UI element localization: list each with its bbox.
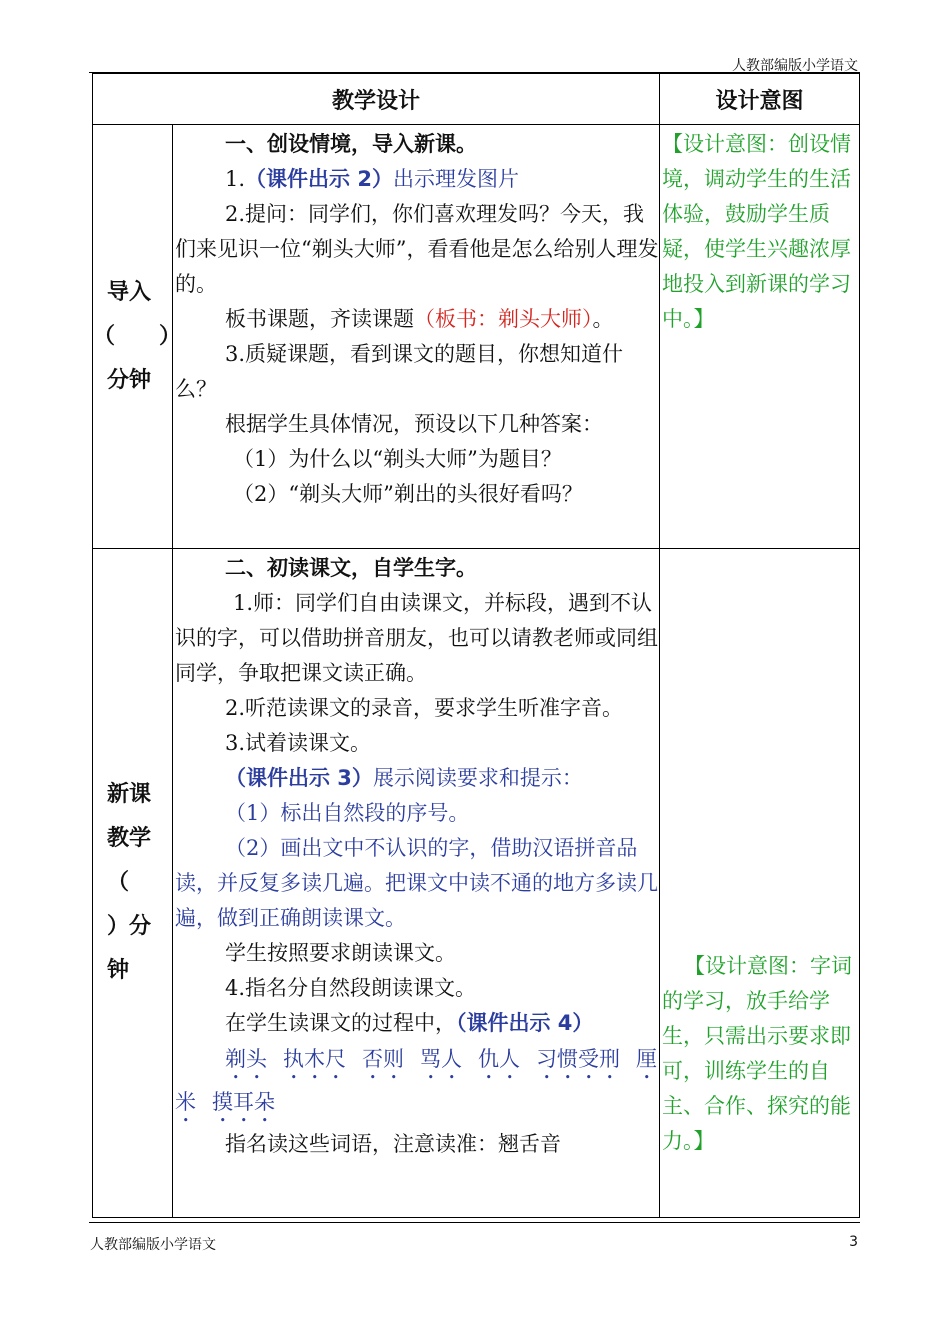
section-intro [93, 125, 860, 549]
stage-cell-intro [93, 125, 182, 549]
paragraph [175, 761, 659, 796]
stage-line: ）分钟 [107, 914, 152, 983]
question-item: （2）“剃头大师”剃出的头很好看吗？ [233, 482, 583, 506]
para-text: 在学生读课文的过程中， [225, 1011, 456, 1035]
stage-line: 教学 [107, 826, 152, 851]
courseware-tag: （课件出示 3） [225, 766, 373, 790]
para-end: 。 [592, 307, 614, 331]
paragraph: 1.师：同学们自由读课文，并标段，遇到不认识的字，可以借助拼音朋友，也可以请教老师或同组同学，争取把课文读正确。 [175, 591, 658, 685]
header-text: 人教部编版小学语文 [732, 58, 858, 74]
section-heading: 二、初读课文，自学生字。 [225, 556, 477, 580]
section-heading: 一、创设情境，导入新课。 [225, 132, 477, 156]
stage-line: 新课 [107, 782, 152, 807]
col-header-design: 教学设计 [93, 74, 660, 125]
vocab-word: 骂人 [420, 1047, 462, 1071]
section-new-lesson [93, 549, 860, 1218]
requirement-item: （1）标出自然段的序号。 [225, 801, 470, 825]
footer-text: 人教部编版小学语文 [90, 1237, 216, 1253]
lesson-plan-table [92, 73, 860, 1218]
paragraph [175, 162, 659, 197]
design-intent-note: 【设计意图：创设情境，调动学生的生活体验，鼓励学生质疑，使学生兴趣浓厚地投入到新课的学习中。】 [662, 132, 852, 331]
vocab-word: 受刑 [578, 1047, 620, 1071]
intent-cell-intro [660, 125, 860, 549]
content-cell-new [173, 549, 660, 1218]
paragraph: 4.指名分自然段朗读课文。 [225, 976, 477, 1000]
stage-line: 分钟 [107, 367, 152, 393]
courseware-tag: （课件出示 4） [456, 1011, 594, 1035]
para-text: 展示阅读要求和提示： [372, 766, 583, 790]
paragraph [175, 1006, 659, 1041]
col-header-intent: 设计意图 [660, 74, 860, 125]
table-header-row [93, 74, 860, 125]
stage-line: 导入 [107, 279, 152, 305]
stage-cell-new [93, 549, 173, 1218]
paragraph: 学生按照要求朗读课文。 [225, 941, 456, 965]
content-cell-intro [173, 125, 660, 549]
design-intent-note: 【设计意图：字词的学习，放手给学生，只需出示要求即可，训练学生的自主、合作、探究的能力。】 [662, 954, 853, 1153]
vocab-word: 厘米 [175, 1047, 657, 1114]
paragraph: 3.质疑课题，看到课文的题目，你想知道什么？ [175, 342, 624, 401]
intent-cell-new [660, 549, 860, 1218]
vocab-word: 执木尺 [283, 1047, 346, 1071]
paragraph [175, 302, 659, 337]
paragraph: 3.试着读课文。 [225, 731, 372, 755]
para-text: 出示理发图片 [392, 167, 519, 191]
vocab-word: 仇人 [478, 1047, 520, 1071]
vocab-word: 摸耳朵 [212, 1090, 275, 1114]
question-item: （1）为什么以“剃头大师”为题目？ [233, 447, 562, 471]
para-text: 板书课题，齐读课题 [225, 307, 414, 331]
stage-line: （ [107, 870, 130, 895]
blackboard-title: （板书：剃头大师） [414, 307, 593, 331]
page-number: 3 [849, 1234, 858, 1250]
paragraph: 2.听范读课文的录音，要求学生听准字音。 [225, 696, 624, 720]
vocab-list [175, 1041, 659, 1127]
para-number: 1. [225, 167, 246, 191]
paragraph: 2.提问：同学们，你们喜欢理发吗？今天，我们来见识一位“剃头大师”，看看他是怎么给别人理发的。 [175, 202, 659, 296]
vocab-word: 剃头 [225, 1047, 267, 1071]
footer-divider [89, 1222, 860, 1223]
requirement-item: （2）画出文中不认识的字，借助汉语拼音品读，并反复多读几遍。把课文中读不通的地方多读几遍，做到正确朗读课文。 [175, 836, 658, 930]
paragraph: 指名读这些词语，注意读准：翘舌音 [225, 1132, 561, 1156]
paragraph: 根据学生具体情况，预设以下几种答案： [225, 412, 603, 436]
vocab-word: 否则 [362, 1047, 404, 1071]
stage-line: （ ） [93, 323, 182, 349]
vocab-word: 习惯 [536, 1047, 578, 1071]
courseware-tag: （课件出示 2） [245, 167, 393, 191]
